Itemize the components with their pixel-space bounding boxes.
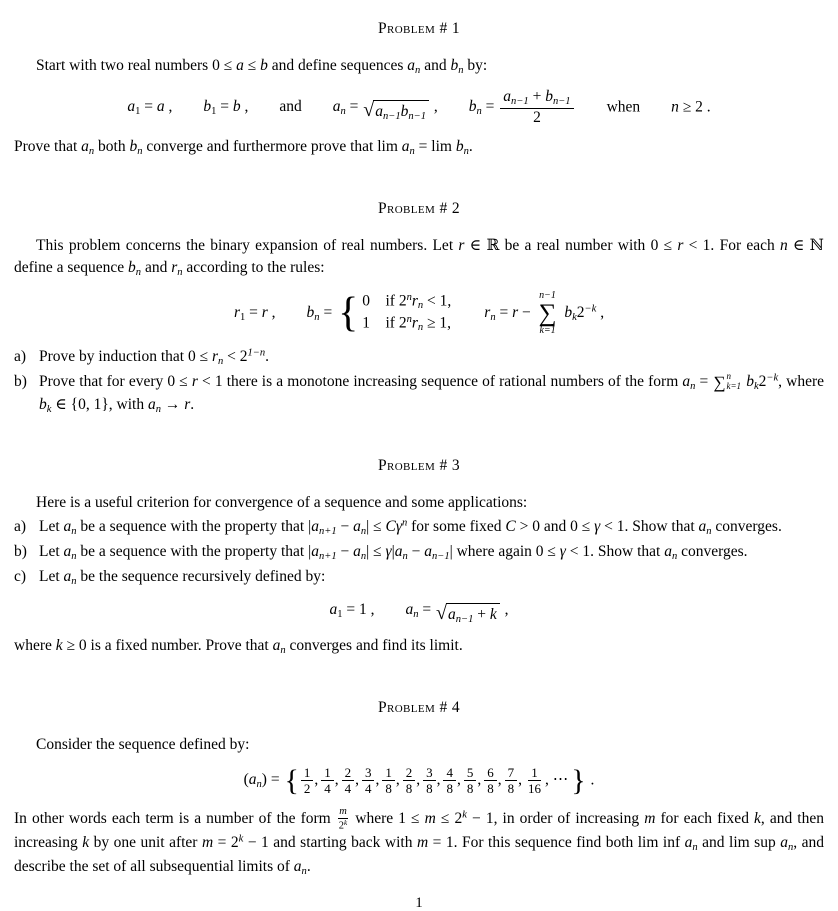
fraction (525, 765, 544, 797)
fraction-numerator: m (338, 806, 348, 819)
fraction (382, 765, 395, 797)
fraction (362, 765, 375, 797)
case-row: 1 if $2^nrn \ge 1$, (362, 314, 452, 334)
text-segment: where $1 \le m \le 2^k - 1$, in order of increasing m for each fixed k, and then increasing k by one unit after $m = 2^k - 1$ and starting back with m = 1. For this sequence find both lim inf an and lim sup an, and describe the set of all subsequential limits of an. (14, 809, 824, 877)
problem-3-title: Problem # 3 (377, 457, 461, 475)
sum-upper-limit: n (726, 371, 731, 382)
sigma-icon: ∑ (538, 299, 557, 327)
comma: , (497, 771, 502, 789)
fraction-numerator: 4 (443, 765, 456, 781)
sum-lower-limit: k=1 (539, 325, 556, 337)
fraction (423, 765, 436, 797)
comma: , (334, 771, 339, 789)
item-label: a) (14, 518, 27, 536)
comma: , (436, 771, 441, 789)
problem-3-section (14, 419, 824, 661)
radical-sign-icon: √ (363, 99, 375, 122)
fraction-denominator: 16 (527, 781, 541, 797)
problem-4-intro: Consider the sequence defined by: (36, 735, 250, 753)
left-brace: { (338, 289, 359, 336)
ellipsis: , ⋯ (544, 771, 569, 789)
equation-segment: a1 = a , b1 = b , and an = (127, 98, 363, 117)
fraction-numerator: 1 (321, 765, 334, 781)
problem-1-outro: Prove that an both bn converge and furthermore prove that lim an = lim bn. (14, 138, 473, 158)
fraction (342, 765, 355, 797)
fraction-numerator: an−1 + bn−1 (500, 88, 573, 109)
fraction (301, 765, 314, 797)
sum-lower-limit: k=1 (726, 381, 742, 391)
fraction (484, 765, 497, 797)
fraction-denominator: 2$^k$ (338, 818, 348, 832)
fraction-numerator: 6 (484, 765, 497, 781)
cases-construct (338, 291, 451, 336)
radicand: an−1bn−1 (373, 100, 429, 124)
sum-upper-limit: n−1 (539, 290, 556, 301)
fraction-numerator: 1 (528, 765, 541, 781)
comma: , (375, 771, 380, 789)
equation-segment: r1 = r , bn = (233, 303, 337, 323)
equation-segment: , (500, 600, 509, 618)
fraction-denominator: 2 (303, 781, 311, 797)
fraction-numerator: 7 (505, 765, 518, 781)
square-root (436, 603, 500, 627)
fraction-numerator: 2 (342, 765, 355, 781)
fraction (464, 765, 477, 797)
problem-3-intro: Here is a useful criterion for convergence of a sequence and some applications: (36, 494, 528, 512)
equation-segment: a1 = 1 , an = (329, 600, 435, 620)
inline-summation (713, 372, 741, 392)
square-root (363, 100, 429, 124)
comma: , (416, 771, 421, 789)
problem-2-title: Problem # 2 (377, 200, 461, 218)
fraction-denominator: 4 (344, 781, 352, 797)
sum-limits (726, 372, 741, 392)
equation-segment: when n ≥ 2 . (575, 98, 711, 116)
text-segment: Prove that for every 0 ≤ r < 1 there is a monotone increasing sequence of rational numbers of the form an = (39, 372, 713, 392)
comma: , (518, 771, 522, 789)
fraction-denominator: 8 (405, 781, 413, 797)
equation-segment: . (586, 771, 595, 789)
text-segment: In other words each term is a number of the form (14, 809, 336, 827)
fraction-numerator: 5 (464, 765, 477, 781)
fraction-denominator: 4 (364, 781, 372, 797)
item-label: c) (14, 567, 27, 585)
fraction (443, 765, 456, 797)
radical-sign-icon: √ (436, 601, 447, 624)
equation-segment: $bk2^{-k}$ , (564, 303, 605, 323)
problem-1-section (14, 10, 824, 162)
problem-2-intro: This problem concerns the binary expansion of real numbers. Let r ∈ ℝ be a real number with 0 ≤ r < 1. For each n ∈ ℕ define a sequence bn and rn according to the rules: (14, 237, 824, 279)
cases-rows (362, 291, 451, 336)
problem-1-equation (14, 88, 824, 128)
fraction (321, 765, 334, 797)
item-label: a) (14, 347, 27, 365)
fraction-denominator: 4 (324, 781, 331, 797)
fraction-denominator: 8 (446, 781, 453, 797)
fraction-numerator: 3 (423, 765, 436, 781)
item-text: Prove by induction that 0 ≤ rn < $2^{1-n}$. (39, 347, 270, 367)
fraction-denominator: 8 (426, 781, 433, 797)
right-brace: } (571, 764, 586, 798)
problem-2-equation (14, 290, 824, 337)
fraction-denominator: 8 (385, 781, 392, 797)
problem-4-outro (14, 806, 824, 880)
item-text: Let an be the sequence recursively defined by: (39, 567, 326, 587)
problem-3-item-b (14, 541, 824, 565)
problem-3-item-c (14, 566, 824, 590)
problem-2-item-b (14, 371, 824, 419)
equation-segment: , bn = (430, 98, 499, 117)
problem-3-item-a (14, 516, 824, 540)
problem-2-item-a (14, 346, 824, 370)
sigma-icon: ∑ (713, 372, 726, 392)
problem-1-intro: Start with two real numbers 0 ≤ a ≤ b and define sequences an and bn by: (36, 57, 488, 76)
comma: , (395, 771, 400, 789)
fraction (505, 765, 518, 797)
item-text: Let an be a sequence with the property that |an+1 − an| ≤ γ|an − an−1| where again 0 ≤ γ < 1. Show that an converges. (39, 543, 748, 562)
fraction-numerator: 1 (382, 765, 395, 781)
item-label: b) (14, 543, 27, 560)
comma: , (355, 771, 359, 789)
problem-3-outro: where k ≥ 0 is a fixed number. Prove that an converges and find its limit. (14, 637, 463, 657)
fraction-denominator: 2 (533, 109, 541, 127)
page-number: 1 (415, 895, 423, 911)
problem-3-equation (14, 599, 824, 627)
problem-4-equation (14, 765, 824, 797)
page-number-fragment (14, 895, 824, 911)
equation-segment: (an) = (243, 771, 284, 791)
problem-4-section (14, 661, 824, 882)
problem-2-section (14, 162, 824, 419)
case-row: 0 if $2^nrn < 1$, (362, 292, 452, 312)
fraction (403, 765, 416, 797)
item-text (39, 371, 824, 419)
comma: , (477, 771, 482, 789)
comma: , (456, 771, 461, 789)
fraction-numerator: 2 (403, 765, 416, 781)
left-brace: { (284, 764, 299, 798)
fraction-numerator: 1 (301, 765, 314, 781)
fraction-denominator: 8 (507, 781, 515, 797)
comma: , (314, 771, 319, 789)
inline-fraction (338, 806, 348, 833)
radicand: an−1 + k (446, 603, 500, 627)
text-segment: $bk2^{-k}$, where bk ∈ {0, 1}, with an → r. (39, 372, 825, 416)
fraction-denominator: 8 (487, 781, 494, 797)
fraction-denominator: 8 (466, 781, 474, 797)
fraction-numerator: 3 (362, 765, 375, 781)
fraction (500, 88, 573, 128)
summation (539, 290, 557, 337)
item-label: b) (14, 372, 27, 390)
problem-4-title: Problem # 4 (377, 698, 461, 716)
problem-1-title: Problem # 1 (377, 20, 461, 37)
equation-segment: rn = r − (484, 303, 535, 323)
item-text: Let an be a sequence with the property that $|an+1 - an| \le C\gamma^n$ for some fixed C > 0 and 0 ≤ γ < 1. Show that an converges. (39, 517, 782, 538)
